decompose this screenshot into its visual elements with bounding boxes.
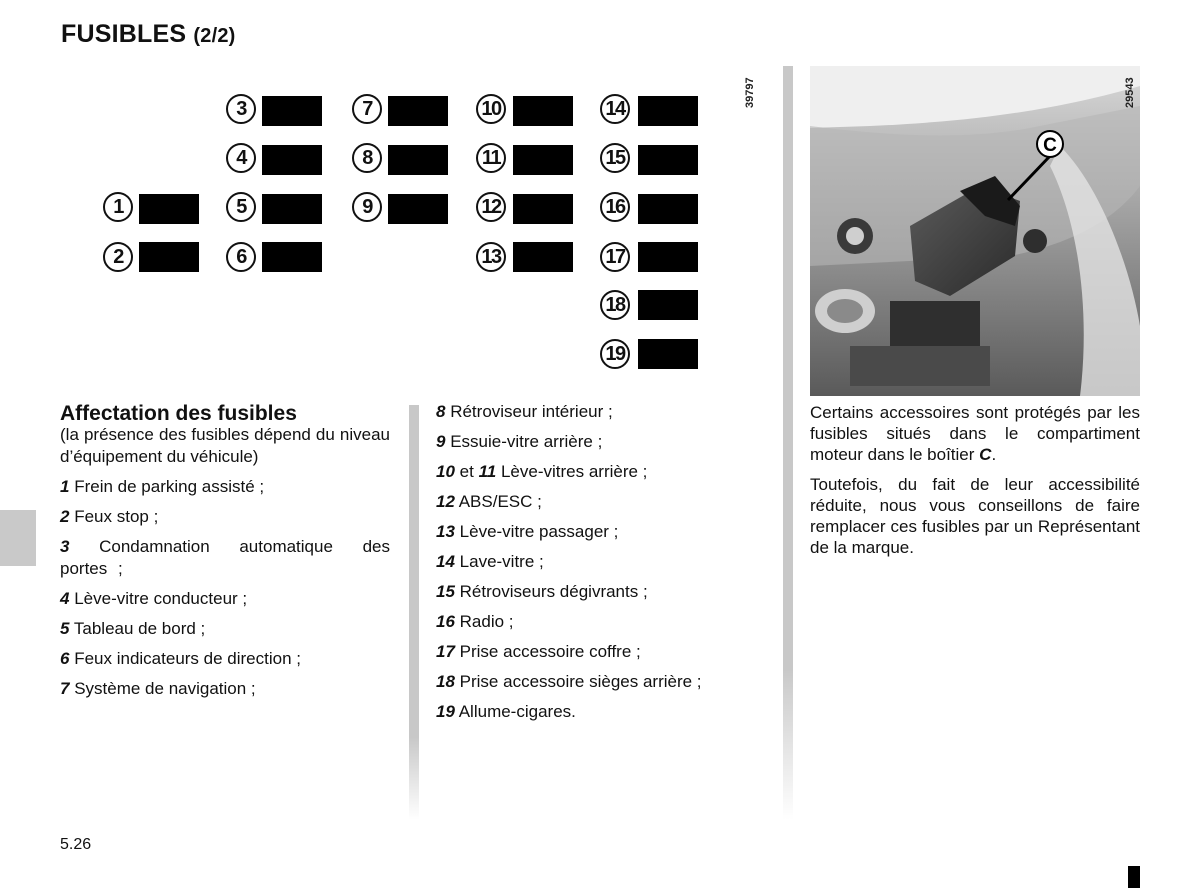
fuse-number: 10 [476,94,506,124]
fuse-slot [388,145,448,175]
fuse-slot [638,242,698,272]
fuse-slot [513,96,573,126]
engine-fuses-note [810,402,1140,566]
column-divider [409,405,419,820]
fuse-slot [638,145,698,175]
section-tab [0,510,36,566]
engine-bay-illustration [810,66,1140,396]
list-item: 15 Rétroviseurs dégivrants ; [436,582,648,601]
fuse-number: 4 [226,143,256,173]
fuse-slot [388,194,448,224]
fuse-slot [513,194,573,224]
list-item: 1 Frein de parking assisté ; [60,477,265,496]
list-item: 8 Rétroviseur intérieur ; [436,402,613,421]
fuse-number: 1 [103,192,133,222]
list-item: 4 Lève-vitre conducteur ; [60,589,248,608]
fuse-number: 17 [600,242,630,272]
list-item: 16 Radio ; [436,612,514,631]
fuse-slot [262,194,322,224]
photo-ref-number: 29543 [1124,77,1136,108]
fuse-number: 19 [600,339,630,369]
engine-bay-photo [810,66,1140,396]
intro-text: (la présence des fusibles dépend du niveau d’équipement du véhicule) [60,425,390,466]
diagram-ref-number: 39797 [744,77,756,108]
list-item: 10 et 11 Lève-vitres arrière ; [436,462,648,481]
fuse-slot [262,145,322,175]
fuse-number: 6 [226,242,256,272]
list-item: 7 Système de navigation ; [60,679,256,698]
fuse-slot [139,194,199,224]
list-item: 9 Essuie-vitre arrière ; [436,432,603,451]
note-paragraph: Toutefois, du fait de leur accessibilité réduite, nous vous conseillons de faire remplacer ces fusibles par un Représentant de la marque. [810,475,1140,557]
page-number: 5.26 [60,836,92,853]
note-paragraph: Certains accessoires sont protégés par les fusibles situés dans le compartiment moteur dans le boîtier C. [810,403,1140,464]
list-item: 2 Feux stop ; [60,507,159,526]
section-heading: Affectation des fusibles [60,402,297,425]
fuse-assignment-list-right [436,401,766,731]
fuse-slot [513,145,573,175]
fuse-number: 16 [600,192,630,222]
page-title [61,20,236,49]
fuse-number: 15 [600,143,630,173]
photo-callout-label: C [1043,135,1057,156]
fuse-slot [388,96,448,126]
list-item: 14 Lave-vitre ; [436,552,544,571]
fuse-number: 7 [352,94,382,124]
fuse-number: 18 [600,290,630,320]
fuse-assignment-list-left [60,402,390,708]
fuse-number: 5 [226,192,256,222]
fuse-slot [638,339,698,369]
list-item: 12 ABS/ESC ; [436,492,542,511]
fuse-number: 13 [476,242,506,272]
column-divider [783,66,793,820]
list-item: 3 Condamnation automatique des portes ; [60,537,390,578]
fuse-number: 9 [352,192,382,222]
fuse-number: 3 [226,94,256,124]
fuse-slot [262,96,322,126]
fuse-slot [638,96,698,126]
title-sub: (2/2) [193,25,236,47]
fuse-slot [139,242,199,272]
list-item: 5 Tableau de bord ; [60,619,206,638]
fuse-number: 11 [476,143,506,173]
fuse-number: 12 [476,192,506,222]
page-corner-marker [1128,866,1140,888]
list-item: 17 Prise accessoire coffre ; [436,642,641,661]
fuse-number: 2 [103,242,133,272]
fuse-slot [262,242,322,272]
fuse-slot [513,242,573,272]
fuse-number: 14 [600,94,630,124]
title-text: FUSIBLES [61,20,187,48]
fuse-slot [638,194,698,224]
list-item: 6 Feux indicateurs de direction ; [60,649,301,668]
fuse-slot [638,290,698,320]
fuse-number: 8 [352,143,382,173]
list-item: 18 Prise accessoire sièges arrière ; [436,672,702,691]
list-item: 13 Lève-vitre passager ; [436,522,619,541]
list-item: 19 Allume-cigares. [436,702,576,721]
